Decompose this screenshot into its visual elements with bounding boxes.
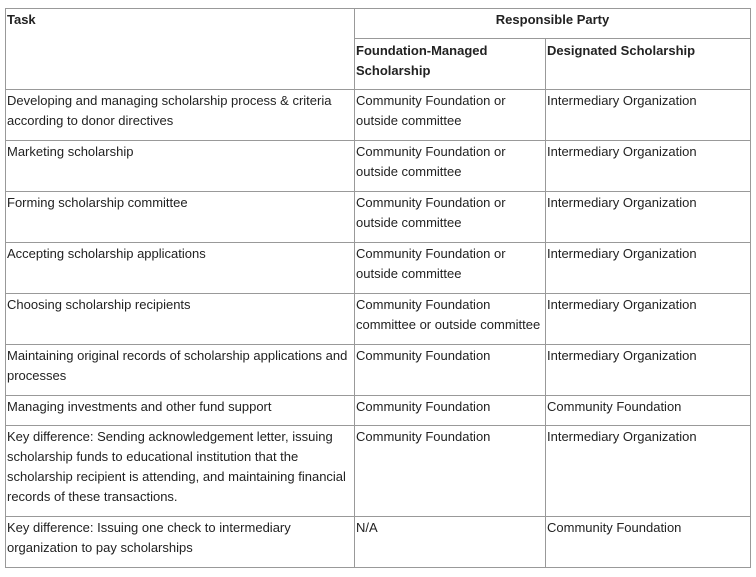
foundation-cell: Community Foundation or outside committee [355, 192, 546, 243]
table-row [6, 517, 751, 568]
table-row [6, 345, 751, 396]
foundation-cell: Community Foundation or outside committee [355, 141, 546, 192]
foundation-cell: Community Foundation [355, 396, 546, 426]
responsible-party-header: Responsible Party [355, 9, 751, 39]
table-row [6, 90, 751, 141]
designated-cell: Community Foundation [546, 396, 751, 426]
designated-cell: Intermediary Organization [546, 294, 751, 345]
table-row [6, 192, 751, 243]
foundation-cell: Community Foundation [355, 426, 546, 517]
foundation-managed-header: Foundation-Managed Scholarship [355, 39, 546, 90]
task-cell: Key difference: Issuing one check to intermediary organization to pay scholarships [6, 517, 355, 568]
task-cell: Marketing scholarship [6, 141, 355, 192]
designated-header: Designated Scholarship [546, 39, 751, 90]
task-cell: Managing investments and other fund support [6, 396, 355, 426]
designated-cell: Intermediary Organization [546, 426, 751, 517]
table-row [6, 243, 751, 294]
task-header: Task [6, 9, 355, 90]
foundation-cell: N/A [355, 517, 546, 568]
designated-cell: Intermediary Organization [546, 192, 751, 243]
designated-cell: Intermediary Organization [546, 243, 751, 294]
designated-cell: Intermediary Organization [546, 141, 751, 192]
foundation-cell: Community Foundation committee or outside committee [355, 294, 546, 345]
table-row [6, 396, 751, 426]
task-cell: Maintaining original records of scholarship applications and processes [6, 345, 355, 396]
table-row [6, 294, 751, 345]
responsibility-table [5, 8, 751, 568]
task-cell: Key difference: Sending acknowledgement letter, issuing scholarship funds to educational institution that the scholarship recipient is attending, and maintaining financial records of these transactions. [6, 426, 355, 517]
foundation-cell: Community Foundation or outside committee [355, 243, 546, 294]
task-cell: Accepting scholarship applications [6, 243, 355, 294]
designated-cell: Intermediary Organization [546, 345, 751, 396]
designated-cell: Intermediary Organization [546, 90, 751, 141]
foundation-cell: Community Foundation [355, 345, 546, 396]
header-row [6, 9, 751, 39]
task-cell: Developing and managing scholarship process & criteria according to donor directives [6, 90, 355, 141]
task-cell: Choosing scholarship recipients [6, 294, 355, 345]
table-row [6, 141, 751, 192]
task-cell: Forming scholarship committee [6, 192, 355, 243]
designated-cell: Community Foundation [546, 517, 751, 568]
table-row [6, 426, 751, 517]
foundation-cell: Community Foundation or outside committee [355, 90, 546, 141]
